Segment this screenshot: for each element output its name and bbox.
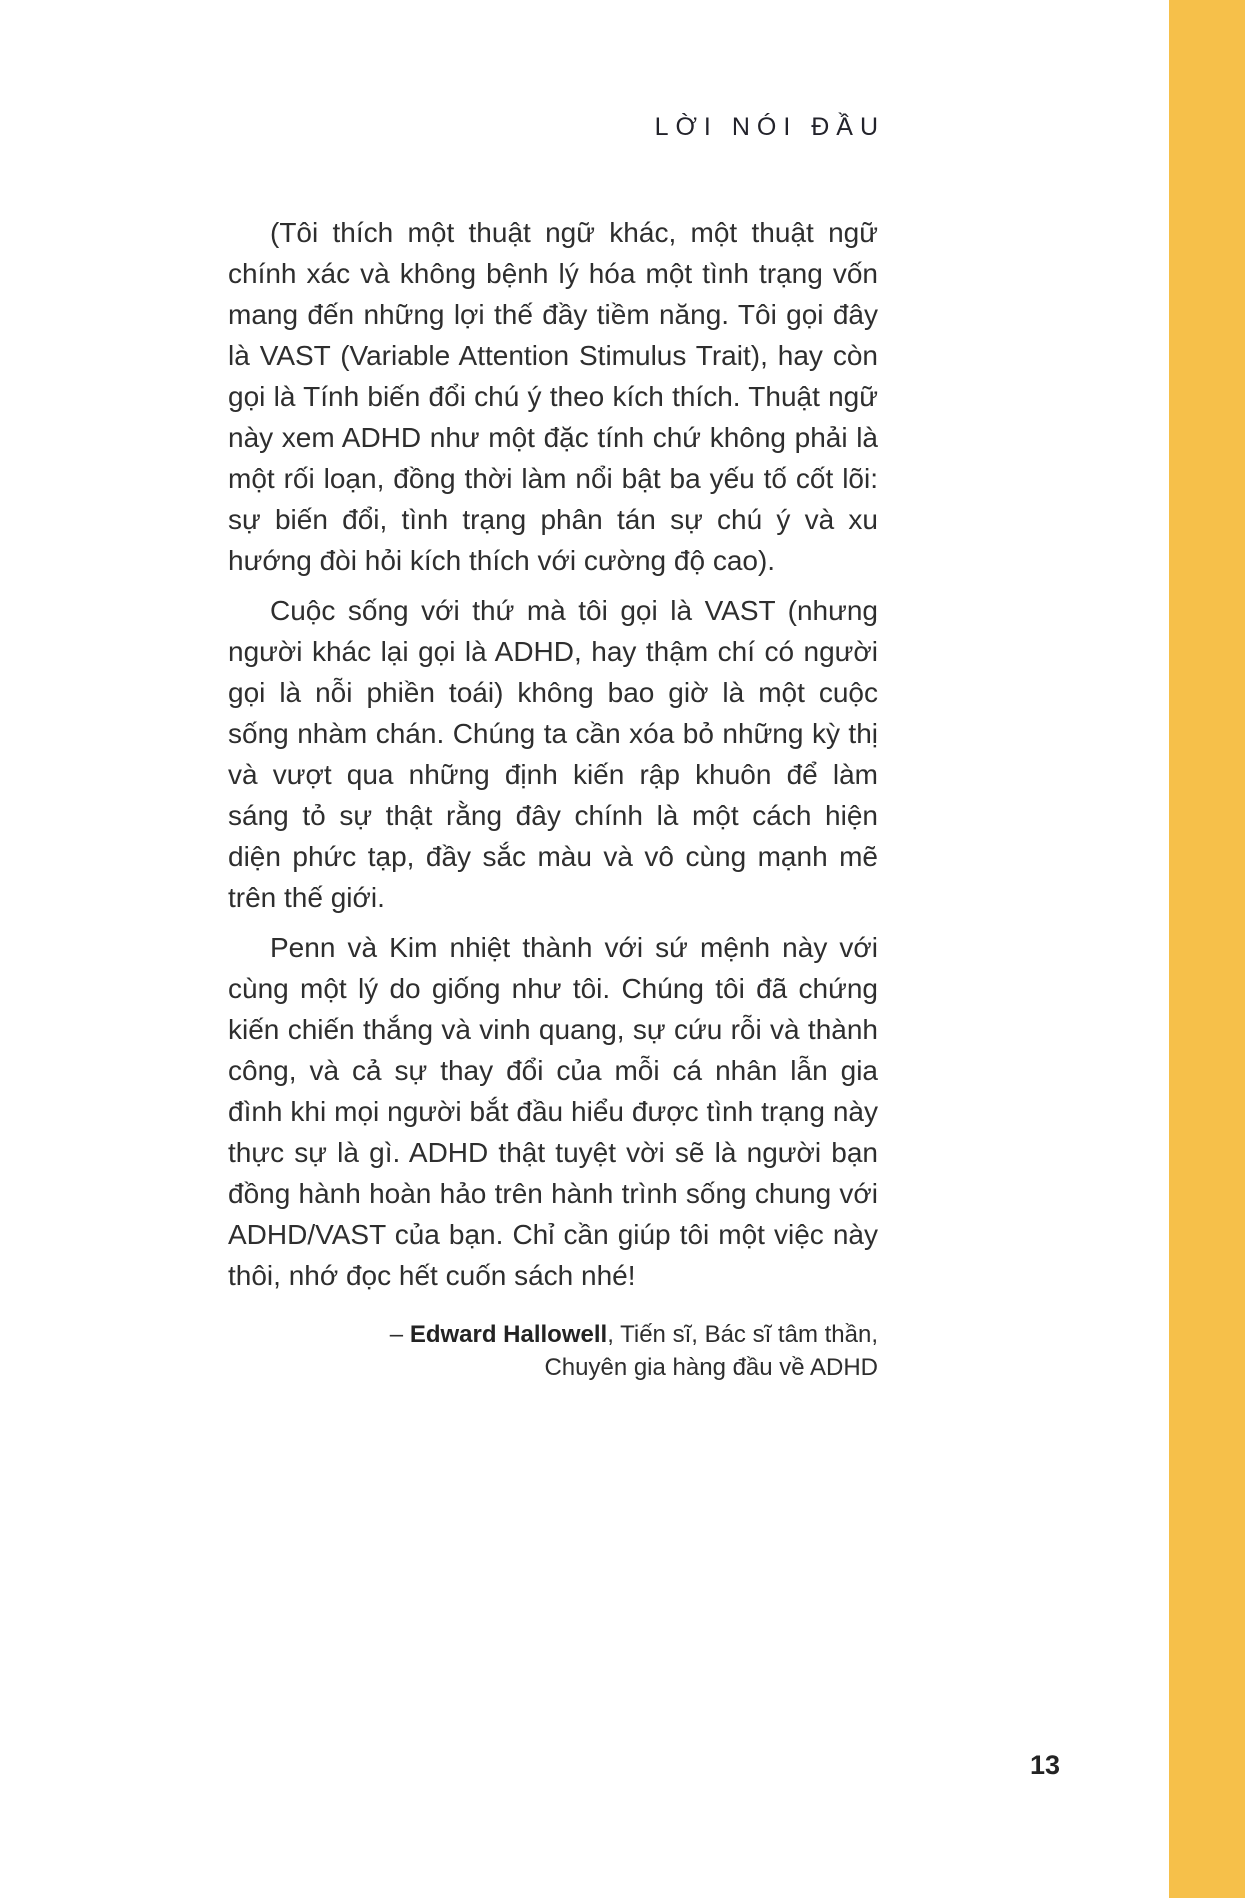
signature-line-2: Chuyên gia hàng đầu về ADHD [544,1354,878,1381]
signature-dash: – [389,1321,410,1348]
paragraph: (Tôi thích một thuật ngữ khác, một thuật ngữ chính xác và không bệnh lý hóa một tình trạng vốn mang đến những lợi thế đầy tiềm năng. Tôi gọi đây là VAST (Variable Attention Stimulus Trait), hay còn gọi là Tính biến đổi chú ý theo kích thích. Thuật ngữ này xem ADHD như một đặc tính chứ không phải là một rối loạn, đồng thời làm nổi bật ba yếu tố cốt lõi: sự biến đổi, tình trạng phân tán sự chú ý và xu hướng đòi hỏi kích thích với cường độ cao). [228,217,878,576]
signature-titles: , Tiến sĩ, Bác sĩ tâm thần, [607,1321,878,1348]
page-number: 13 [1030,1750,1061,1780]
paragraph: Penn và Kim nhiệt thành với sứ mệnh này với cùng một lý do giống như tôi. Chúng tôi đã chứng kiến chiến thắng và vinh quang, sự cứu rỗi và thành công, và cả sự thay đổi của mỗi cá nhân lẫn gia đình khi mọi người bắt đầu hiểu được tình trạng này thực sự là gì. ADHD thật tuyệt vời sẽ là người bạn đồng hành hoàn hảo trên hành trình sống chung với ADHD/VAST của bạn. Chỉ cần giúp tôi một việc này thôi, nhớ đọc hết cuốn sách nhé! [228,932,878,1291]
chapter-header: LỜI NÓI ĐẦU [654,113,885,141]
signature-block [228,1318,878,1384]
signature-name: Edward Hallowell [409,1321,608,1348]
accent-stripe [1169,0,1245,1898]
body-text [228,212,878,1296]
text-column [228,112,885,1384]
paragraph: Cuộc sống với thứ mà tôi gọi là VAST (nhưng người khác lại gọi là ADHD, hay thậm chí có người gọi là nỗi phiền toái) không bao giờ là một cuộc sống nhàm chán. Chúng ta cần xóa bỏ những kỳ thị và vượt qua những định kiến rập khuôn để làm sáng tỏ sự thật rằng đây chính là một cách hiện diện phức tạp, đầy sắc màu và vô cùng mạnh mẽ trên thế giới. [228,595,878,913]
signature-line-1 [228,1318,878,1351]
